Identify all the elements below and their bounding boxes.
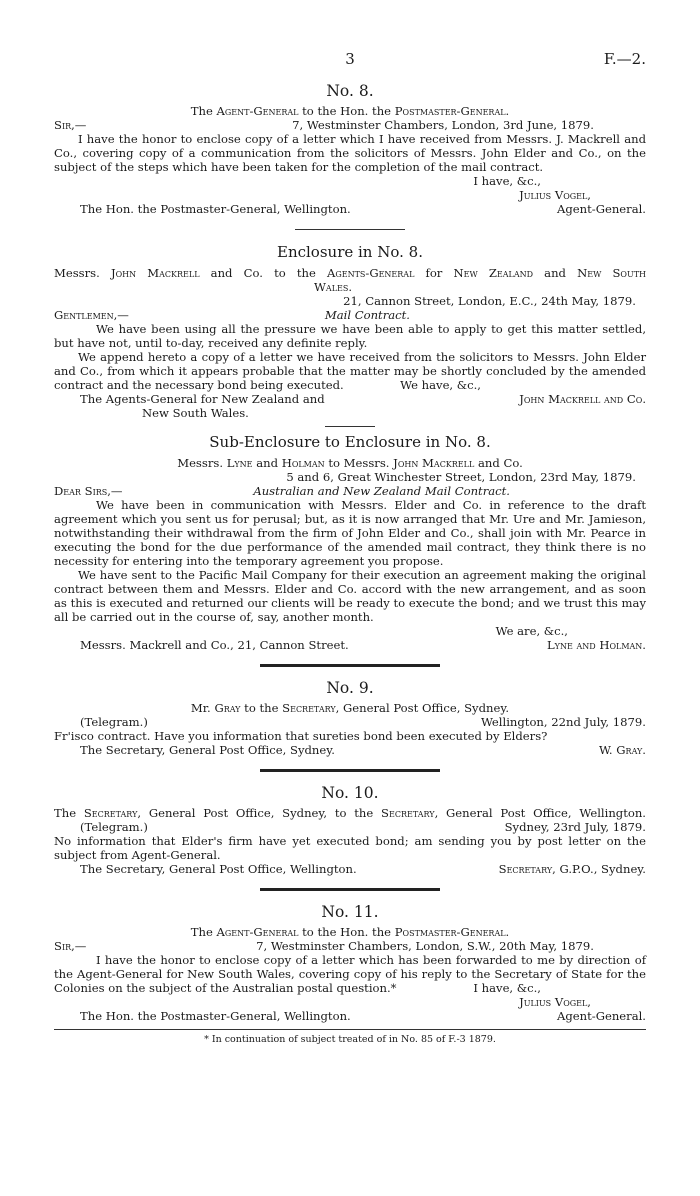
letter-no-9	[54, 679, 646, 757]
letter-body-1: We have been using all the pressure we have been able to apply to get this matter settled, but have not, until to-day, received any definite reply.	[54, 322, 646, 350]
letter-no-10	[54, 784, 646, 876]
addressee: Messrs. Mackrell and Co., 21, Cannon Street.	[80, 638, 349, 652]
letter-title: Mr. Gray to the Secretary, General Post Office, Sydney.	[190, 701, 510, 715]
sub-enclosure-no-8	[54, 433, 646, 652]
addressee: The Hon. the Postmaster-General, Wellington.	[80, 202, 351, 216]
enclosure-title-line2: Wales.	[314, 280, 353, 294]
telegram-tag: (Telegram.)	[80, 820, 148, 834]
salutation: Sir,—	[54, 939, 87, 953]
telegram-body: No information that Elder's firm have yet executed bond; am sending you by post letter on the subject from Agent-General.	[54, 834, 646, 862]
letter-body: I have the honor to enclose copy of a letter which has been forwarded to me by direction of the Agent-General for New South Wales, covering copy of his reply to the Secretary of State for the Colonies on the subject of the Australian postal question.*	[54, 953, 646, 995]
salutation-row	[54, 484, 646, 498]
addressee-row	[54, 638, 646, 652]
section-divider	[260, 888, 440, 891]
addressee: The Secretary, General Post Office, Sydney.	[80, 743, 335, 757]
signer: Julius Vogel,	[519, 995, 591, 1009]
addressee-line2: New South Wales.	[142, 406, 249, 420]
addressee-row	[54, 392, 646, 406]
address: 5 and 6, Great Winchester Street, London, 23rd May, 1879.	[286, 470, 636, 484]
salutation-row	[54, 118, 646, 132]
address: 21, Cannon Street, London, E.C., 24th May, 1879.	[343, 294, 636, 308]
footnote-rule	[54, 1029, 646, 1030]
addressee-row	[54, 1009, 646, 1023]
signer-title: Agent-General.	[557, 1009, 646, 1023]
section-divider	[260, 664, 440, 667]
signer: John Mackrell and Co.	[519, 392, 646, 406]
letter-heading: No. 8.	[326, 82, 374, 100]
letter-title: The Agent-General to the Hon. the Postmaster-General.	[190, 104, 510, 118]
enclosure-heading: Enclosure in No. 8.	[277, 243, 423, 261]
addressee: The Secretary, General Post Office, Wellington.	[80, 862, 357, 876]
salutation: Dear Sirs,—	[54, 484, 123, 498]
document-reference: F.—2.	[603, 50, 646, 68]
closing: I have, &c.,	[473, 174, 541, 188]
addressee-row	[54, 862, 646, 876]
letter-heading: No. 11.	[321, 903, 379, 921]
footnote: * In continuation of subject treated of in No. 85 of F.-3 1879.	[204, 1034, 496, 1045]
place-date: Wellington, 22nd July, 1879.	[480, 715, 646, 729]
letter-body-1: We have been in communication with Messrs. Elder and Co. in reference to the draft agreement which you sent us for perusal; but, as it is now arranged that Mr. Ure and Mr. Jamieson, notwithstanding their withdrawal from the firm of John Elder and Co., shall join with Mr. Pearce in executing the bond for the due performance of the amended mail contract, they think there is no necessity for entering into the temporary agreement you propose.	[54, 498, 646, 568]
telegram-tag: (Telegram.)	[80, 715, 148, 729]
page-number: 3	[345, 50, 355, 68]
letter-body-2: We append hereto a copy of a letter we have received from the solicitors to Messrs. John Elder and Co., from which it appears probable that the matter may be shortly concluded by the amended contract and the necessary bond being executed.	[54, 350, 646, 392]
signer: Lyne and Holman.	[546, 638, 646, 652]
salutation: Sir,—	[54, 118, 87, 132]
letter-heading: No. 10.	[321, 784, 379, 802]
addressee-row	[54, 202, 646, 216]
signer-title: Agent-General.	[557, 202, 646, 216]
letter-body: I have the honor to enclose copy of a letter which I have received from Messrs. J. Mackrell and Co., covering copy of a communication from the solicitors of Messrs. John Elder and Co., on the subject of the steps which have been taken for the completion of the mail contract.	[54, 132, 646, 174]
closing: We have, &c.,	[400, 378, 481, 392]
subject: Australian and New Zealand Mail Contract.	[253, 484, 510, 498]
closing: I have, &c.,	[473, 981, 541, 995]
telegram-row	[54, 715, 646, 729]
addressee: The Hon. the Postmaster-General, Wellington.	[80, 1009, 351, 1023]
enclosure-title: Messrs. John Mackrell and Co. to the Agents-General for New Zealand and New South	[54, 266, 647, 280]
salutation: Gentlemen,—	[54, 308, 129, 322]
section-divider	[260, 769, 440, 772]
telegram-row	[54, 820, 646, 834]
closing: We are, &c.,	[495, 624, 568, 638]
page-header	[54, 52, 646, 82]
enclosure-no-8	[54, 243, 646, 420]
place-date: Sydney, 23rd July, 1879.	[504, 820, 646, 834]
letter-body-2: We have sent to the Pacific Mail Company for their execution an agreement making the original contract between them and Messrs. Elder and Co. accord with the new arrangement, and as soon as this is executed and returned our clients will be ready to execute the bond; and we trust this may all be carried out in the course of, say, another month.	[54, 568, 646, 624]
sub-enclosure-title: Messrs. Lyne and Holman to Messrs. John Mackrell and Co.	[177, 456, 523, 470]
subject: Mail Contract.	[324, 308, 410, 322]
address: 7, Westminster Chambers, London, S.W., 20th May, 1879.	[256, 939, 594, 953]
section-divider	[325, 426, 375, 427]
signer: Secretary, G.P.O., Sydney.	[498, 862, 646, 876]
letter-no-11	[54, 903, 646, 1023]
telegram-body: Fr'isco contract. Have you information that sureties bond been executed by Elders?	[54, 729, 548, 743]
letter-no-8	[54, 82, 646, 216]
signer: W. Gray.	[599, 743, 646, 757]
address: 7, Westminster Chambers, London, 3rd June, 1879.	[292, 118, 594, 132]
salutation-row	[54, 308, 646, 322]
sub-enclosure-heading: Sub-Enclosure to Enclosure in No. 8.	[209, 433, 491, 451]
salutation-row	[54, 939, 646, 953]
letter-heading: No. 9.	[326, 679, 374, 697]
signer: Julius Vogel,	[519, 188, 591, 202]
letter-title: The Agent-General to the Hon. the Postmaster-General.	[190, 925, 510, 939]
addressee-row	[54, 743, 646, 757]
letter-title: The Secretary, General Post Office, Sydney, to the Secretary, General Post Office, Wellington.	[54, 806, 646, 820]
section-divider	[295, 229, 405, 230]
addressee: The Agents-General for New Zealand and	[80, 392, 325, 406]
